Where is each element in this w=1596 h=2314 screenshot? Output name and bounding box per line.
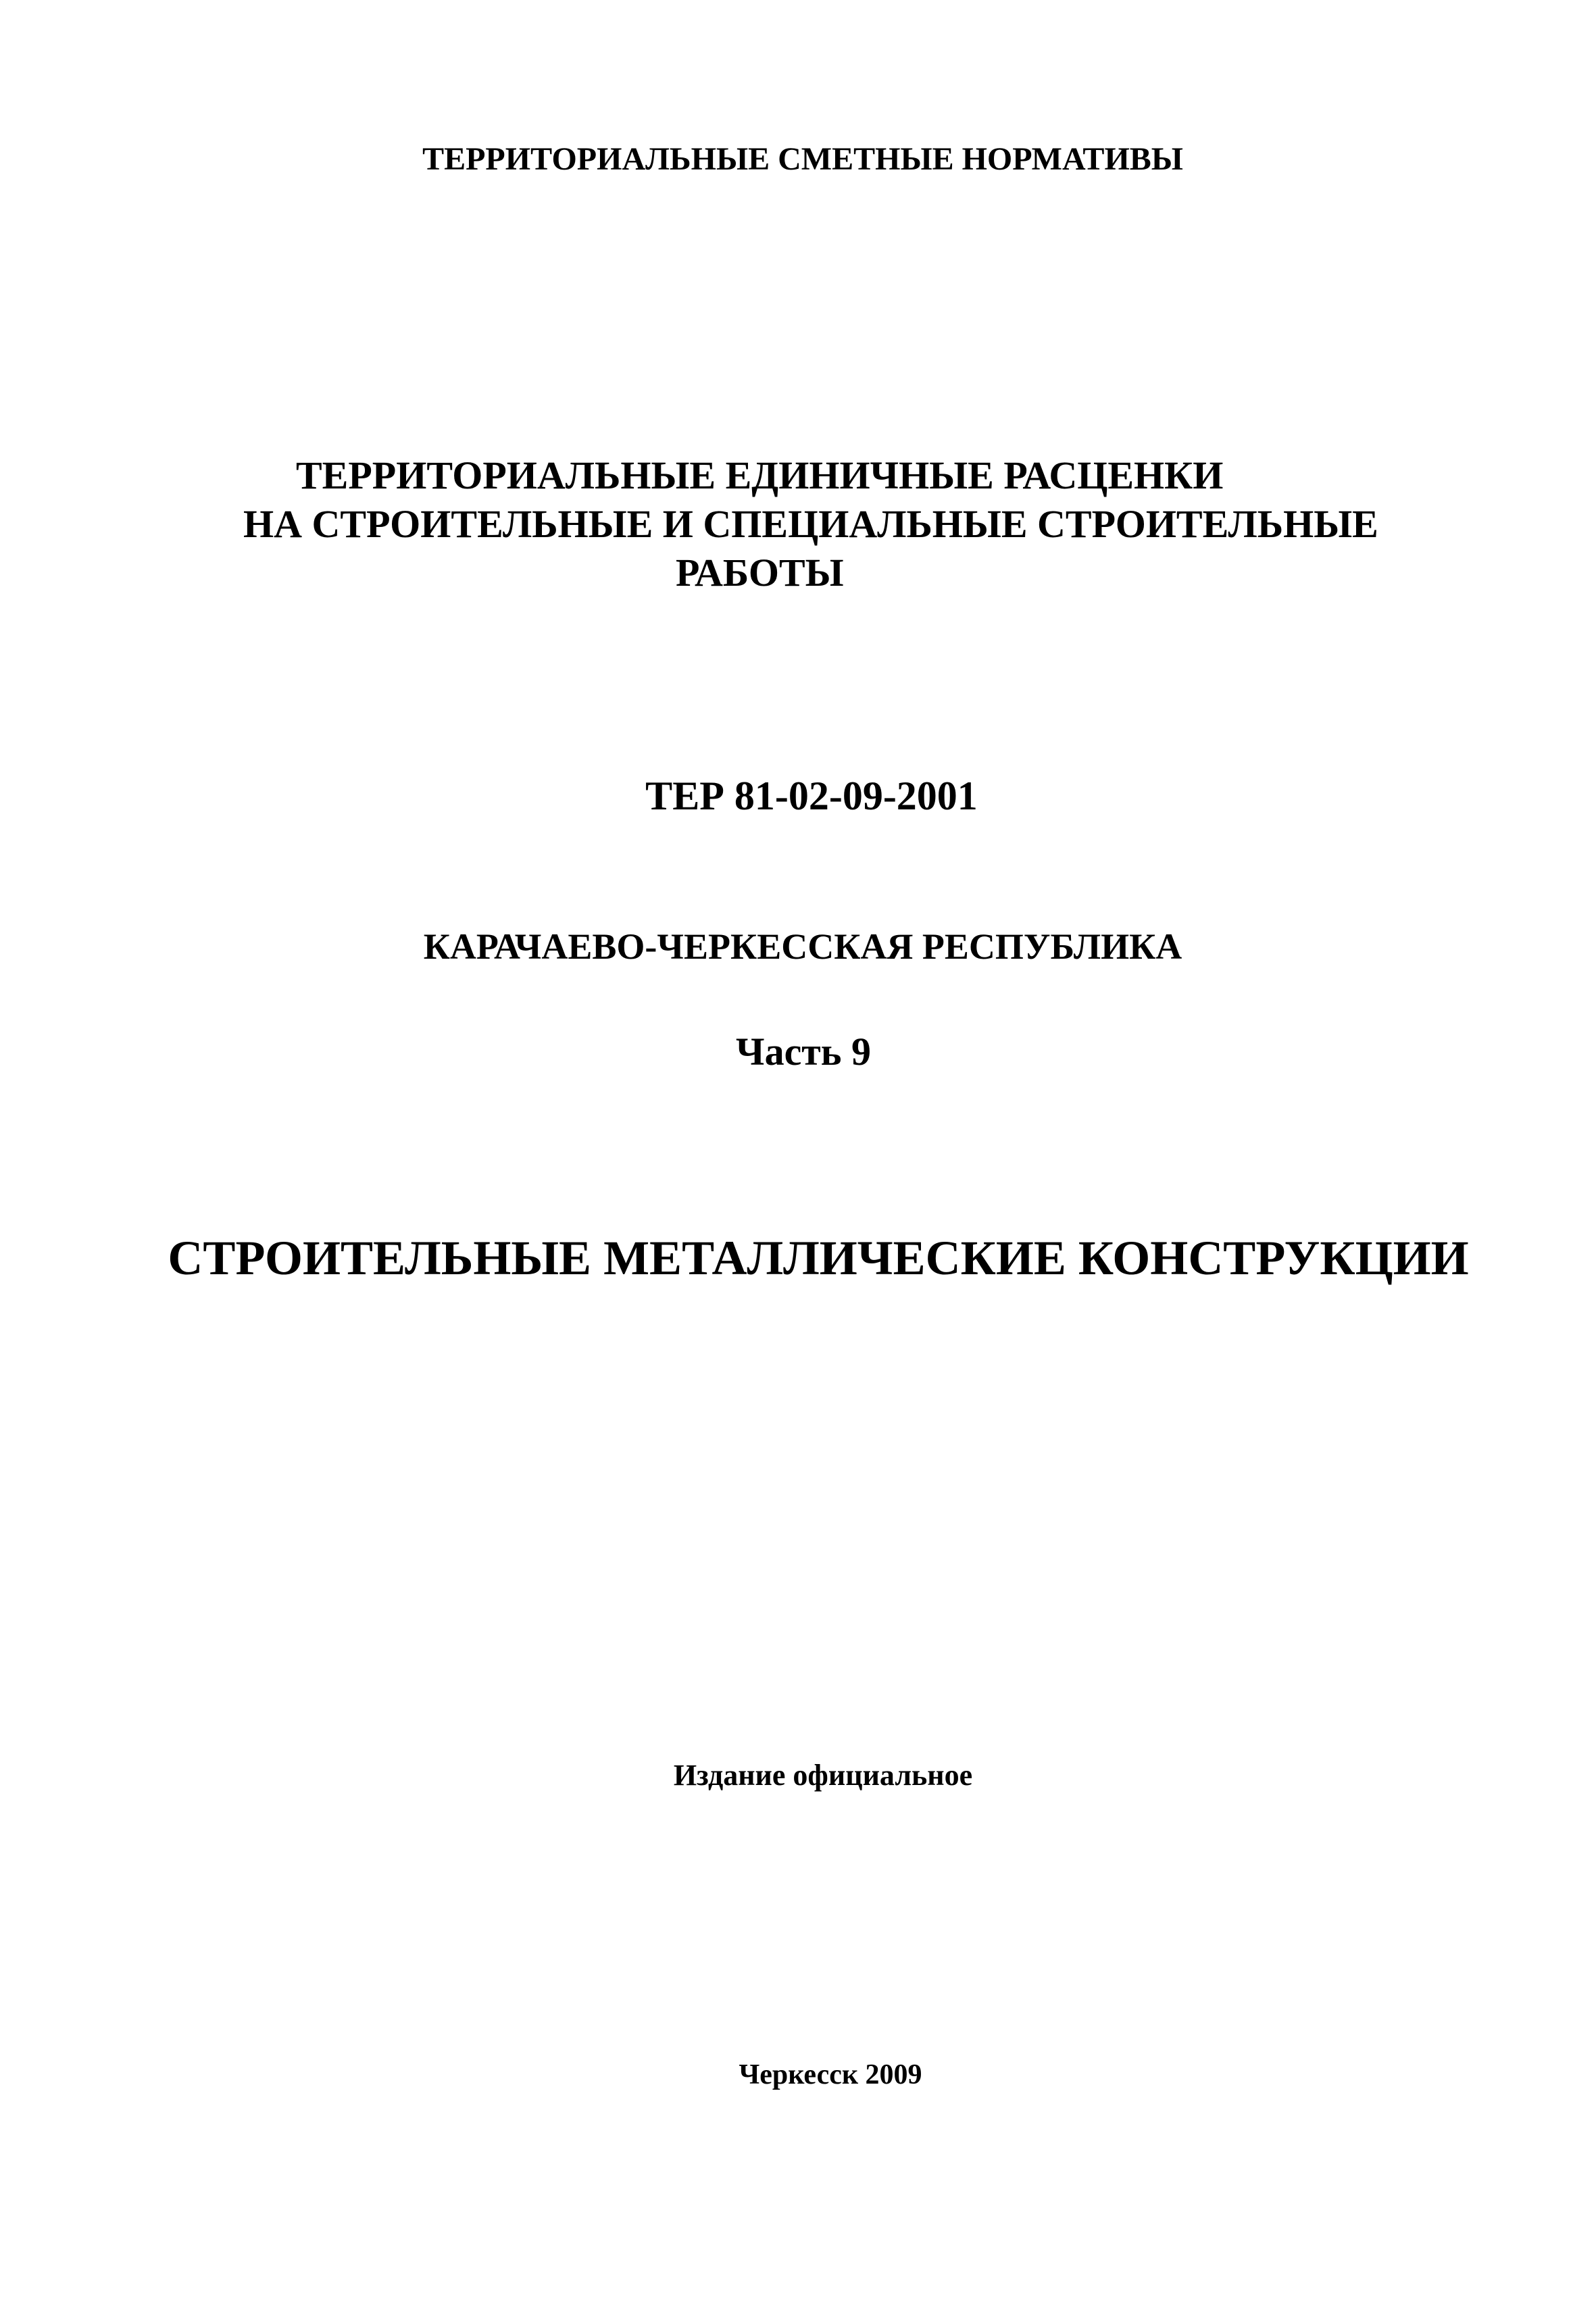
subject-title: СТРОИТЕЛЬНЫЕ МЕТАЛЛИЧЕСКИЕ КОНСТРУКЦИИ <box>168 1231 1469 1285</box>
main-title-line-3: РАБОТЫ <box>676 550 844 595</box>
place-and-year: Черкесск 2009 <box>739 2059 922 2090</box>
main-title-line-1: ТЕРРИТОРИАЛЬНЫЕ ЕДИНИЧНЫЕ РАСЦЕНКИ <box>296 453 1224 497</box>
edition-note: Издание официальное <box>673 1759 973 1792</box>
series-heading: ТЕРРИТОРИАЛЬНЫЕ СМЕТНЫЕ НОРМАТИВЫ <box>422 141 1183 177</box>
document-code: ТЕР 81-02-09-2001 <box>645 774 978 818</box>
main-title-line-2: НА СТРОИТЕЛЬНЫЕ И СПЕЦИАЛЬНЫЕ СТРОИТЕЛЬНЫЕ <box>243 501 1378 546</box>
main-title <box>0 451 1596 597</box>
part-number: Часть 9 <box>736 1030 871 1074</box>
region-name: КАРАЧАЕВО-ЧЕРКЕССКАЯ РЕСПУБЛИКА <box>423 926 1182 967</box>
